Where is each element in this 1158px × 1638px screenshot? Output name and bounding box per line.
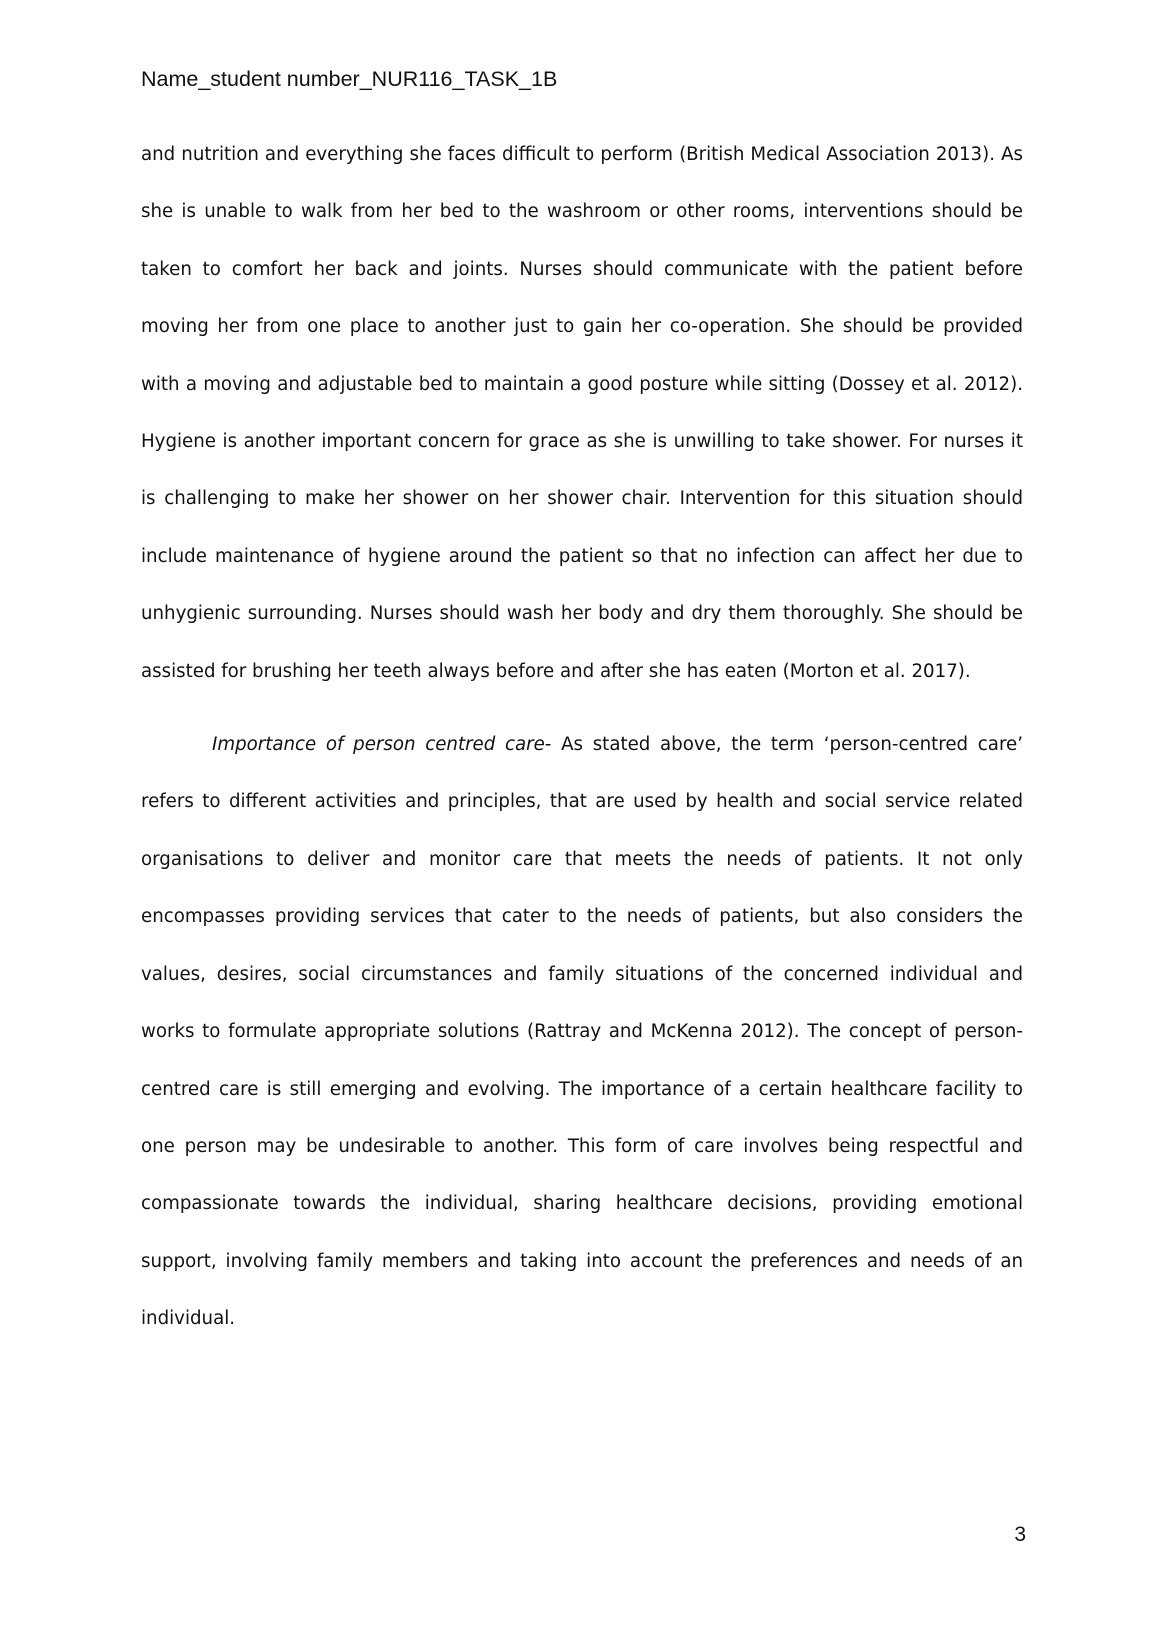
paragraph-hygiene-interventions (141, 126, 1023, 700)
section-lead-heading: Importance of person centred care- (212, 734, 552, 756)
paragraph-text: and nutrition and everything she faces difficult to perform (British Medical Association 2013). As she is unable to walk from her bed to the washroom or other rooms, interventions should be taken to comfort her back and joints. Nurses should communicate with the patient before moving her from one place to another just to gain her co-operation. She should be provided with a moving and adjustable bed to maintain a good posture while sitting (Dossey et al. 2012). Hygiene is another important concern for grace as she is unwilling to take shower. For nurses it is challenging to make her shower on her shower chair. Intervention for this situation should include maintenance of hygiene around the patient so that no infection can affect her due to unhygienic surrounding. Nurses should wash her body and dry them thoroughly. She should be assisted for brushing her teeth always before and after she has eaten (Morton et al. 2017). (141, 144, 1023, 682)
paragraph-person-centred-care (141, 716, 1023, 1347)
running-header: Name_student number_NUR116_TASK_1B (141, 67, 558, 91)
page-number: 3 (1014, 1523, 1026, 1546)
paragraph-text: As stated above, the term ‘person-centred care’ refers to different activities and principles, that are used by health and social service related organisations to deliver and monitor care that meets the needs of patients. It not only encompasses providing services that cater to the needs of patients, but also considers the values, desires, social circumstances and family situations of the concerned individual and works to formulate appropriate solutions (Rattray and McKenna 2012). The concept of person-centred care is still emerging and evolving. The importance of a certain healthcare facility to one person may be undesirable to another. This form of care involves being respectful and compassionate towards the individual, sharing healthcare decisions, providing emotional support, involving family members and taking into account the preferences and needs of an individual. (141, 734, 1024, 1330)
body-text (141, 126, 1023, 1348)
